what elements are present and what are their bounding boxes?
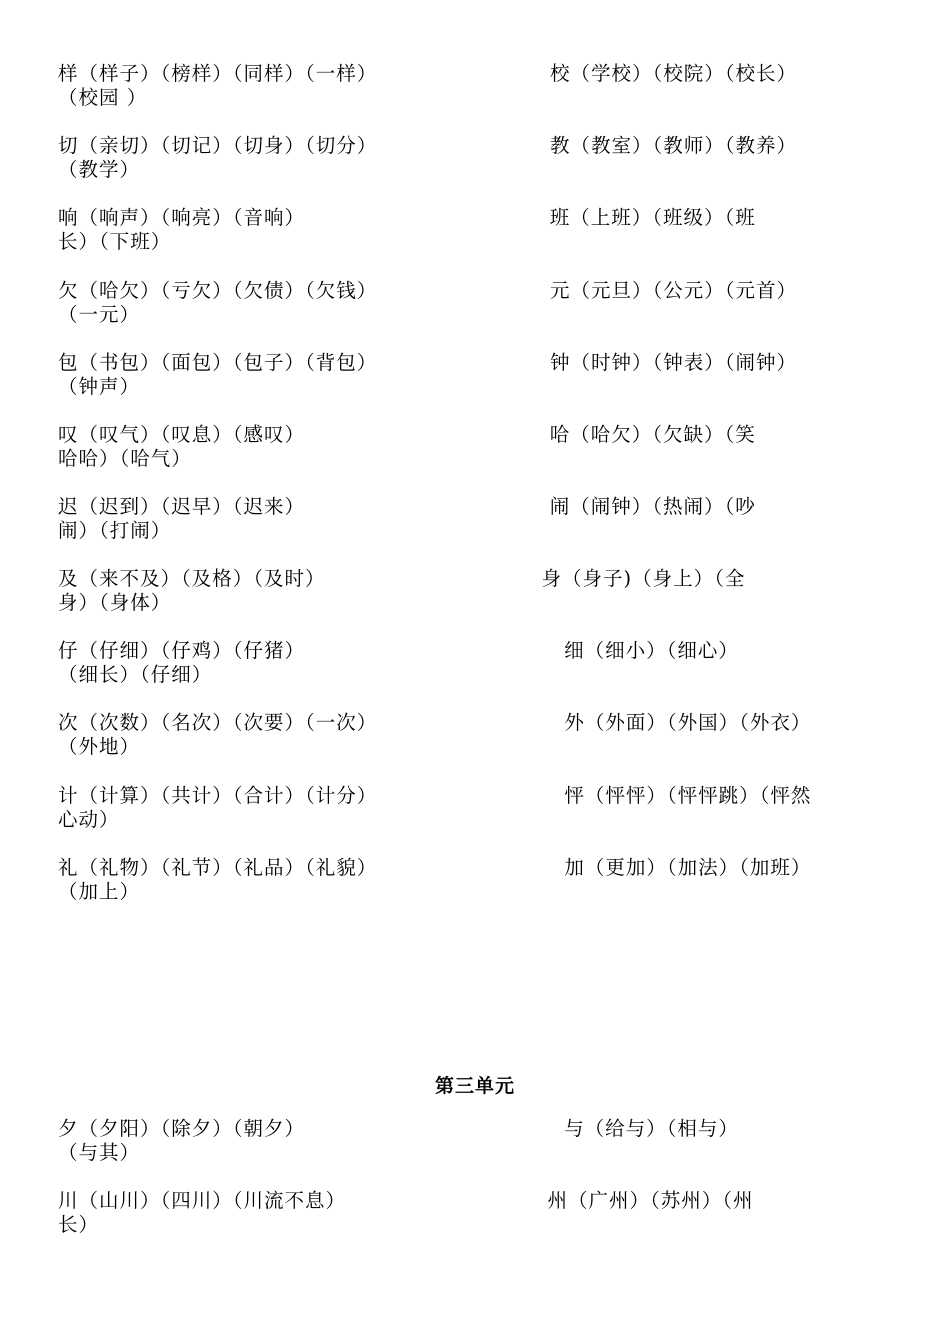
word-row: 仔（仔细）（仔鸡）（仔猪） 细（细小）（细心） （细长）（仔细） (58, 639, 739, 686)
word-row: 次（次数）（名次）（次要）（一次） 外（外面）（外国）（外衣） （外地） (58, 711, 812, 758)
word-row: 及（来不及）（及格）（及时） 身（身子)（身上）（全 身）（身体） (58, 567, 746, 614)
word-row: 川（山川）（四川）（川流不息） 州（广州）（苏州）（州 长） (58, 1189, 754, 1236)
section-title: 第三单元 (434, 1075, 515, 1097)
word-row: 夕（夕阳）（除夕）（朝夕） 与（给与）（相与） （与其） (58, 1117, 739, 1164)
word-row: 计（计算）（共计）（合计）（计分） 怦（怦怦）（怦怦跳）（怦然 心动） (58, 784, 812, 831)
word-row: 礼（礼物）（礼节）（礼品）（礼貌） 加（更加）（加法）（加班） （加上） (58, 856, 812, 903)
word-row: 切（亲切）（切记）（切身）（切分） 教（教室）（教师）（教养） （教学） (58, 134, 798, 181)
word-row: 包（书包）（面包）（包子）（背包） 钟（时钟）（钟表）（闹钟） （钟声） (58, 351, 798, 398)
word-row: 欠（哈欠）（亏欠）（欠债）（欠钱） 元（元旦）（公元）（元首） （一元） (58, 279, 798, 326)
word-row: 样（样子）（榜样）（同样）（一样） 校（学校）（校院）（校长） （校园 ） (58, 62, 798, 109)
word-row: 叹（叹气）（叹息）（感叹） 哈（哈欠）（欠缺）（笑 哈哈）（哈气） (58, 423, 756, 470)
word-row: 迟（迟到）（迟早）（迟来） 闹（闹钟）（热闹）（吵 闹）（打闹） (58, 495, 756, 542)
word-row: 响（响声）（响亮）（音响） 班（上班）（班级）（班 长）（下班） (58, 206, 756, 253)
